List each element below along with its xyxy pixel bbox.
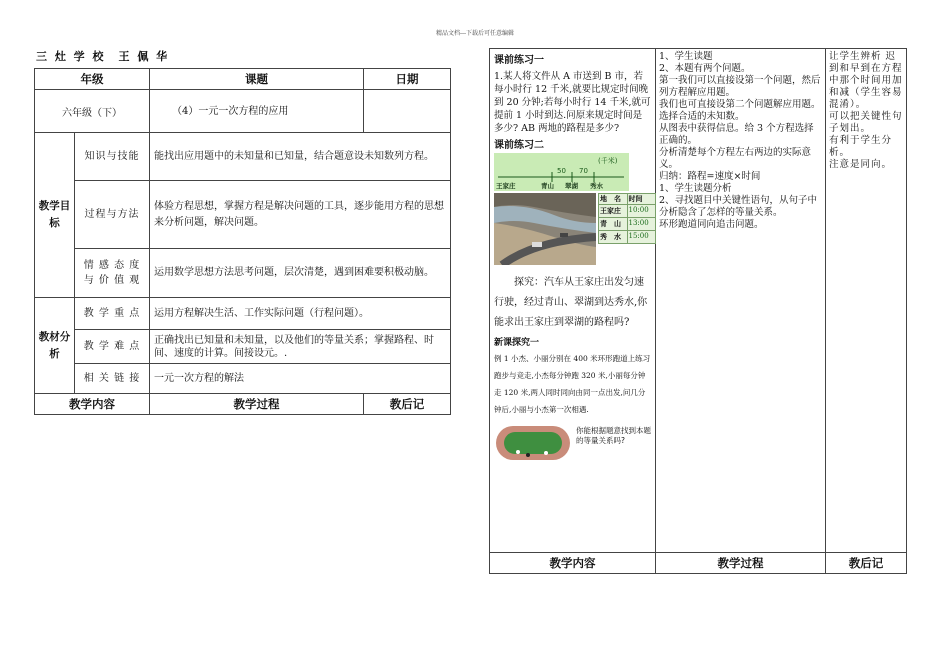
practice2-title: 课前练习二 bbox=[494, 140, 544, 151]
note-line: 可以把关键性句子划出。 bbox=[829, 111, 903, 134]
diagram-seg2: 70 bbox=[579, 167, 588, 175]
goal-text: 体验方程思想，掌握方程是解决问题的工具，逐步能用方程的思想来分析问题，解决问题。 bbox=[150, 181, 451, 249]
topic-value: （4）一元一次方程的应用 bbox=[150, 90, 364, 133]
note-line: 让学生辨析 迟到和早到在方程中那个时间用加和减（学生容易混淆）。 bbox=[829, 51, 903, 110]
footer-notes: 教后记 bbox=[364, 394, 451, 415]
road-photo bbox=[494, 193, 596, 265]
example-text: 例 1 小杰、小丽分别在 400 米环形跑道上练习跑步与竞走,小杰每分钟跑 320 米,小丽每分钟走 120 米,两人同时同向由同一点出发,问几分钟后,小丽与小杰第一次相遇. bbox=[494, 354, 651, 414]
analysis-text: 正确找出已知量和未知量，以及他们的等量关系；掌握路程、时间、速度的计算。间接设元。. bbox=[150, 330, 451, 364]
footer-notes: 教后记 bbox=[826, 553, 907, 574]
material-analysis-label: 教材分析 bbox=[35, 298, 75, 394]
diagram-place: 王家庄 bbox=[496, 182, 516, 190]
analysis-text: 一元一次方程的解法 bbox=[150, 364, 451, 394]
content-column bbox=[490, 49, 656, 553]
note-line: 注意是同向。 bbox=[829, 159, 893, 170]
footer-process: 教学过程 bbox=[150, 394, 364, 415]
process-line: 1、学生读题 bbox=[659, 51, 713, 62]
new-lesson-title: 新课探究一 bbox=[494, 338, 540, 348]
process-line: 2、本题有两个问题。 bbox=[659, 63, 751, 74]
date-header: 日期 bbox=[364, 69, 451, 90]
process-line: 2、寻找题目中关键性语句，从句子中分析隐含了怎样的等量关系。 bbox=[659, 195, 818, 218]
footer-content: 教学内容 bbox=[490, 553, 656, 574]
diagram-place: 青山 bbox=[541, 182, 554, 190]
notes-column bbox=[826, 49, 907, 553]
process-line: 归纳：路程=速度×时间 bbox=[659, 171, 761, 182]
explore-text: 探究：汽车从王家庄出发匀速行驶，经过青山、翠湖到达秀水,你能求出王家庄到翠湖的路程吗? bbox=[494, 277, 648, 328]
timetable bbox=[598, 193, 656, 244]
topic-header: 课题 bbox=[150, 69, 364, 90]
analysis-label: 教 学 重 点 bbox=[75, 298, 150, 330]
lesson-info-table bbox=[34, 68, 451, 415]
timetable-time: 13:00 bbox=[627, 218, 656, 231]
diagram-seg1: 50 bbox=[557, 167, 566, 175]
timetable-header: 地 名 bbox=[599, 194, 628, 205]
running-track-image bbox=[494, 422, 572, 464]
process-line: 环形跑道同向追击问题。 bbox=[659, 219, 764, 230]
diagram-unit: (千米) bbox=[598, 157, 618, 165]
process-line: 选择合适的未知数。 bbox=[659, 111, 745, 122]
timetable-time: 10:00 bbox=[627, 205, 656, 218]
note-line: 有利于学生分析。 bbox=[829, 135, 893, 158]
goal-text: 运用数学思想方法思考问题，层次清楚，遇到困难要积极动脑。 bbox=[150, 249, 451, 298]
process-line: 从图表中获得信息。给 3 个方程选择正确的。 bbox=[659, 123, 814, 146]
diagram-place: 秀水 bbox=[590, 182, 603, 190]
author-line: 三 灶 学 校 王 佩 华 bbox=[36, 50, 170, 63]
practice2-figure bbox=[494, 153, 651, 267]
goal-label: 知识与技能 bbox=[75, 133, 150, 181]
goal-text: 能找出应用题中的未知量和已知量，结合题意设未知数列方程。 bbox=[150, 133, 451, 181]
route-diagram bbox=[494, 153, 629, 191]
header-note: 精品文档---下载后可任意编辑 bbox=[435, 30, 515, 37]
teaching-goals-label: 教学目标 bbox=[35, 133, 75, 298]
track-question: 你能根据题意找到本题的等量关系吗? bbox=[576, 426, 651, 445]
diagram-place: 翠湖 bbox=[565, 182, 578, 190]
lesson-process-table bbox=[489, 48, 907, 574]
analysis-label: 教 学 难 点 bbox=[75, 330, 150, 364]
timetable-place: 秀 水 bbox=[599, 231, 628, 244]
analysis-label: 相 关 链 接 bbox=[75, 364, 150, 394]
timetable-place: 青 山 bbox=[599, 218, 628, 231]
process-line: 我们也可直接设第二个问题解应用题。 bbox=[659, 99, 821, 110]
analysis-text: 运用方程解决生活、工作实际问题（行程问题）。 bbox=[150, 298, 451, 330]
grade-header: 年级 bbox=[35, 69, 150, 90]
timetable-header: 时间 bbox=[627, 194, 656, 205]
process-line: 分析清楚每个方程左右两边的实际意义。 bbox=[659, 147, 812, 170]
goal-label: 过程与方法 bbox=[75, 181, 150, 249]
process-line: 1、学生读题分析 bbox=[659, 183, 732, 194]
process-line: 第一我们可以直接设第一个问题，然后列方程解应用题。 bbox=[659, 75, 821, 98]
practice1-text: 1.某人将文件从 A 市送到 B 市，若每小时行 12 千米,就要比规定时间晚到 20 分钟;若每小时行 14 千米,就可提前 1 小时到达.问原来规定时间是多少? AB 两地的路程是多少? bbox=[494, 71, 651, 134]
grade-value: 六年级（下） bbox=[35, 90, 150, 133]
goal-label: 情 感 态 度与 价 值 观 bbox=[75, 249, 150, 298]
timetable-time: 15:00 bbox=[627, 231, 656, 244]
process-column bbox=[656, 49, 826, 553]
timetable-place: 王家庄 bbox=[599, 205, 628, 218]
footer-process: 教学过程 bbox=[656, 553, 826, 574]
footer-content: 教学内容 bbox=[35, 394, 150, 415]
practice1-title: 课前练习一 bbox=[494, 55, 544, 66]
track-figure bbox=[494, 422, 651, 468]
date-value bbox=[364, 90, 451, 133]
